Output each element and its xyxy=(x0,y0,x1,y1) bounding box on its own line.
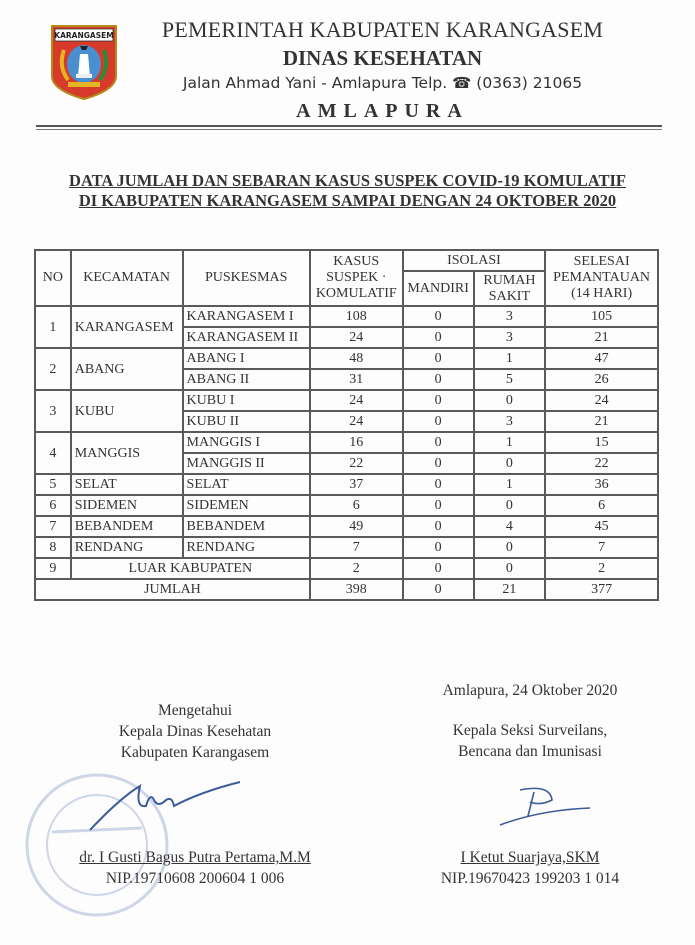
cell-rumah-sakit: 5 xyxy=(474,369,546,390)
svg-text:KARANGASEM: KARANGASEM xyxy=(54,31,114,40)
cell-kecamatan: KUBU xyxy=(71,390,183,432)
place-date: Amlapura, 24 Oktober 2020 xyxy=(442,682,618,699)
cell-selesai: 47 xyxy=(545,348,658,369)
table-row-luar-kabupaten xyxy=(35,558,658,579)
cell-luar-label: LUAR KABUPATEN xyxy=(71,558,310,579)
cell-rumah-sakit: 0 xyxy=(474,495,546,516)
cell-total-label: JUMLAH xyxy=(35,579,310,600)
cell-total-mandiri: 0 xyxy=(403,579,474,600)
cell-kasus: 37 xyxy=(310,474,403,495)
header-isolasi: ISOLASI xyxy=(403,250,546,271)
left-title-line2: Kepala Dinas Kesehatan xyxy=(118,723,272,740)
letterhead-city: AMLAPURA xyxy=(296,100,469,122)
cell-selesai: 7 xyxy=(545,537,658,558)
cell-puskesmas: ABANG II xyxy=(183,369,310,390)
cell-mandiri: 0 xyxy=(403,411,474,432)
left-title-line3: Kabupaten Karangasem xyxy=(120,744,270,761)
cell-kasus: 24 xyxy=(310,390,403,411)
table-body xyxy=(35,306,658,600)
cell-puskesmas: BEBANDEM xyxy=(183,516,310,537)
cell-mandiri: 0 xyxy=(403,558,474,579)
cell-selesai: 36 xyxy=(545,474,658,495)
left-signatory-block xyxy=(60,700,330,763)
cell-kasus: 22 xyxy=(310,453,403,474)
cell-no: 8 xyxy=(35,537,71,558)
cell-kecamatan: BEBANDEM xyxy=(71,516,183,537)
cell-mandiri: 0 xyxy=(403,516,474,537)
cell-mandiri: 0 xyxy=(403,390,474,411)
cell-kasus: 16 xyxy=(310,432,403,453)
left-signatory-nip: NIP.19710608 200604 1 006 xyxy=(105,870,285,887)
cell-no: 2 xyxy=(35,348,71,390)
cell-puskesmas: SIDEMEN xyxy=(183,495,310,516)
cell-rumah-sakit: 0 xyxy=(474,453,546,474)
cell-rumah-sakit: 1 xyxy=(474,474,546,495)
left-signatory-name: dr. I Gusti Bagus Putra Pertama,M.M xyxy=(79,849,311,866)
cell-rumah-sakit: 1 xyxy=(474,348,546,369)
cell-mandiri: 0 xyxy=(403,495,474,516)
header-selesai-pemantauan: SELESAI PEMANTAUAN (14 HARI) xyxy=(545,250,658,306)
table-row xyxy=(35,432,658,453)
left-title-line1: Mengetahui xyxy=(157,702,233,719)
cell-kasus: 24 xyxy=(310,327,403,348)
cell-kasus: 31 xyxy=(310,369,403,390)
cell-no: 5 xyxy=(35,474,71,495)
cell-no: 3 xyxy=(35,390,71,432)
cell-mandiri: 0 xyxy=(403,453,474,474)
cell-selesai: 15 xyxy=(545,432,658,453)
right-title-line1: Kepala Seksi Surveilans, xyxy=(452,722,608,739)
left-signature-scribble xyxy=(80,778,250,843)
cell-selesai: 22 xyxy=(545,453,658,474)
cell-total-selesai: 377 xyxy=(545,579,658,600)
header-puskesmas: PUSKESMAS xyxy=(183,250,310,306)
right-signature-scribble xyxy=(490,780,600,835)
cell-selesai: 2 xyxy=(545,558,658,579)
cell-mandiri: 0 xyxy=(403,432,474,453)
cell-puskesmas: KARANGASEM I xyxy=(183,306,310,327)
cell-selesai: 45 xyxy=(545,516,658,537)
cell-kecamatan: RENDANG xyxy=(71,537,183,558)
table-row xyxy=(35,495,658,516)
cell-selesai: 21 xyxy=(545,327,658,348)
letterhead-address: Jalan Ahmad Yani - Amlapura Telp. ☎ (0363) 21065 xyxy=(182,74,583,92)
cell-puskesmas: MANGGIS I xyxy=(183,432,310,453)
letterhead-government: PEMERINTAH KABUPATEN KARANGASEM xyxy=(161,17,604,42)
cell-rumah-sakit: 0 xyxy=(474,558,546,579)
right-signatory-nip: NIP.19670423 199203 1 014 xyxy=(440,870,620,887)
right-signatory xyxy=(400,847,660,889)
document-title-line2: DI KABUPATEN KARANGASEM SAMPAI DENGAN 24 OKTOBER 2020 xyxy=(78,191,617,210)
cell-kecamatan: SELAT xyxy=(71,474,183,495)
cell-mandiri: 0 xyxy=(403,327,474,348)
cell-mandiri: 0 xyxy=(403,348,474,369)
right-title-line2: Bencana dan Imunisasi xyxy=(458,743,602,760)
cell-kasus: 49 xyxy=(310,516,403,537)
letterhead-divider xyxy=(36,125,662,127)
table-row xyxy=(35,390,658,411)
cell-kecamatan: SIDEMEN xyxy=(71,495,183,516)
cell-mandiri: 0 xyxy=(403,537,474,558)
cell-mandiri: 0 xyxy=(403,474,474,495)
header-kasus-suspek: KASUS SUSPEK · KOMULATIF xyxy=(310,250,403,306)
cell-kasus: 108 xyxy=(310,306,403,327)
cell-kasus: 2 xyxy=(310,558,403,579)
cell-kasus: 6 xyxy=(310,495,403,516)
cell-kecamatan: KARANGASEM xyxy=(71,306,183,348)
letterhead-divider-thin xyxy=(36,129,662,130)
letterhead-department: DINAS KESEHATAN xyxy=(282,46,483,70)
cell-selesai: 24 xyxy=(545,390,658,411)
cell-rumah-sakit: 3 xyxy=(474,327,546,348)
cell-rumah-sakit: 1 xyxy=(474,432,546,453)
cell-puskesmas: KUBU I xyxy=(183,390,310,411)
cell-kecamatan: MANGGIS xyxy=(71,432,183,474)
left-signatory xyxy=(60,847,330,889)
right-signatory-name: I Ketut Suarjaya,SKM xyxy=(460,849,600,866)
header-rumah-sakit: RUMAH SAKIT xyxy=(474,271,546,306)
cell-puskesmas: ABANG I xyxy=(183,348,310,369)
cell-mandiri: 0 xyxy=(403,306,474,327)
cell-puskesmas: KARANGASEM II xyxy=(183,327,310,348)
cell-kecamatan: ABANG xyxy=(71,348,183,390)
cell-kasus: 24 xyxy=(310,411,403,432)
cell-no: 9 xyxy=(35,558,71,579)
header-mandiri: MANDIRI xyxy=(403,271,474,306)
table-row xyxy=(35,348,658,369)
cell-puskesmas: RENDANG xyxy=(183,537,310,558)
table-row-total xyxy=(35,579,658,600)
table-row xyxy=(35,516,658,537)
cell-puskesmas: SELAT xyxy=(183,474,310,495)
cell-puskesmas: KUBU II xyxy=(183,411,310,432)
cell-mandiri: 0 xyxy=(403,369,474,390)
cell-rumah-sakit: 0 xyxy=(474,537,546,558)
cell-total-rumah-sakit: 21 xyxy=(474,579,546,600)
cell-selesai: 21 xyxy=(545,411,658,432)
covid-suspect-table xyxy=(34,249,659,601)
cell-puskesmas: MANGGIS II xyxy=(183,453,310,474)
cell-rumah-sakit: 4 xyxy=(474,516,546,537)
cell-selesai: 105 xyxy=(545,306,658,327)
table-row xyxy=(35,306,658,327)
table-row xyxy=(35,537,658,558)
header-no: NO xyxy=(35,250,71,306)
cell-no: 1 xyxy=(35,306,71,348)
cell-kasus: 48 xyxy=(310,348,403,369)
cell-no: 6 xyxy=(35,495,71,516)
cell-selesai: 26 xyxy=(545,369,658,390)
cell-total-kasus: 398 xyxy=(310,579,403,600)
header-kecamatan: KECAMATAN xyxy=(71,250,183,306)
cell-no: 4 xyxy=(35,432,71,474)
cell-rumah-sakit: 3 xyxy=(474,411,546,432)
right-signatory-block xyxy=(400,720,660,762)
cell-kasus: 7 xyxy=(310,537,403,558)
table-row xyxy=(35,474,658,495)
cell-selesai: 6 xyxy=(545,495,658,516)
document-title-line1: DATA JUMLAH DAN SEBARAN KASUS SUSPEK COVID-19 KOMULATIF xyxy=(69,171,626,190)
cell-no: 7 xyxy=(35,516,71,537)
cell-rumah-sakit: 0 xyxy=(474,390,546,411)
cell-rumah-sakit: 3 xyxy=(474,306,546,327)
